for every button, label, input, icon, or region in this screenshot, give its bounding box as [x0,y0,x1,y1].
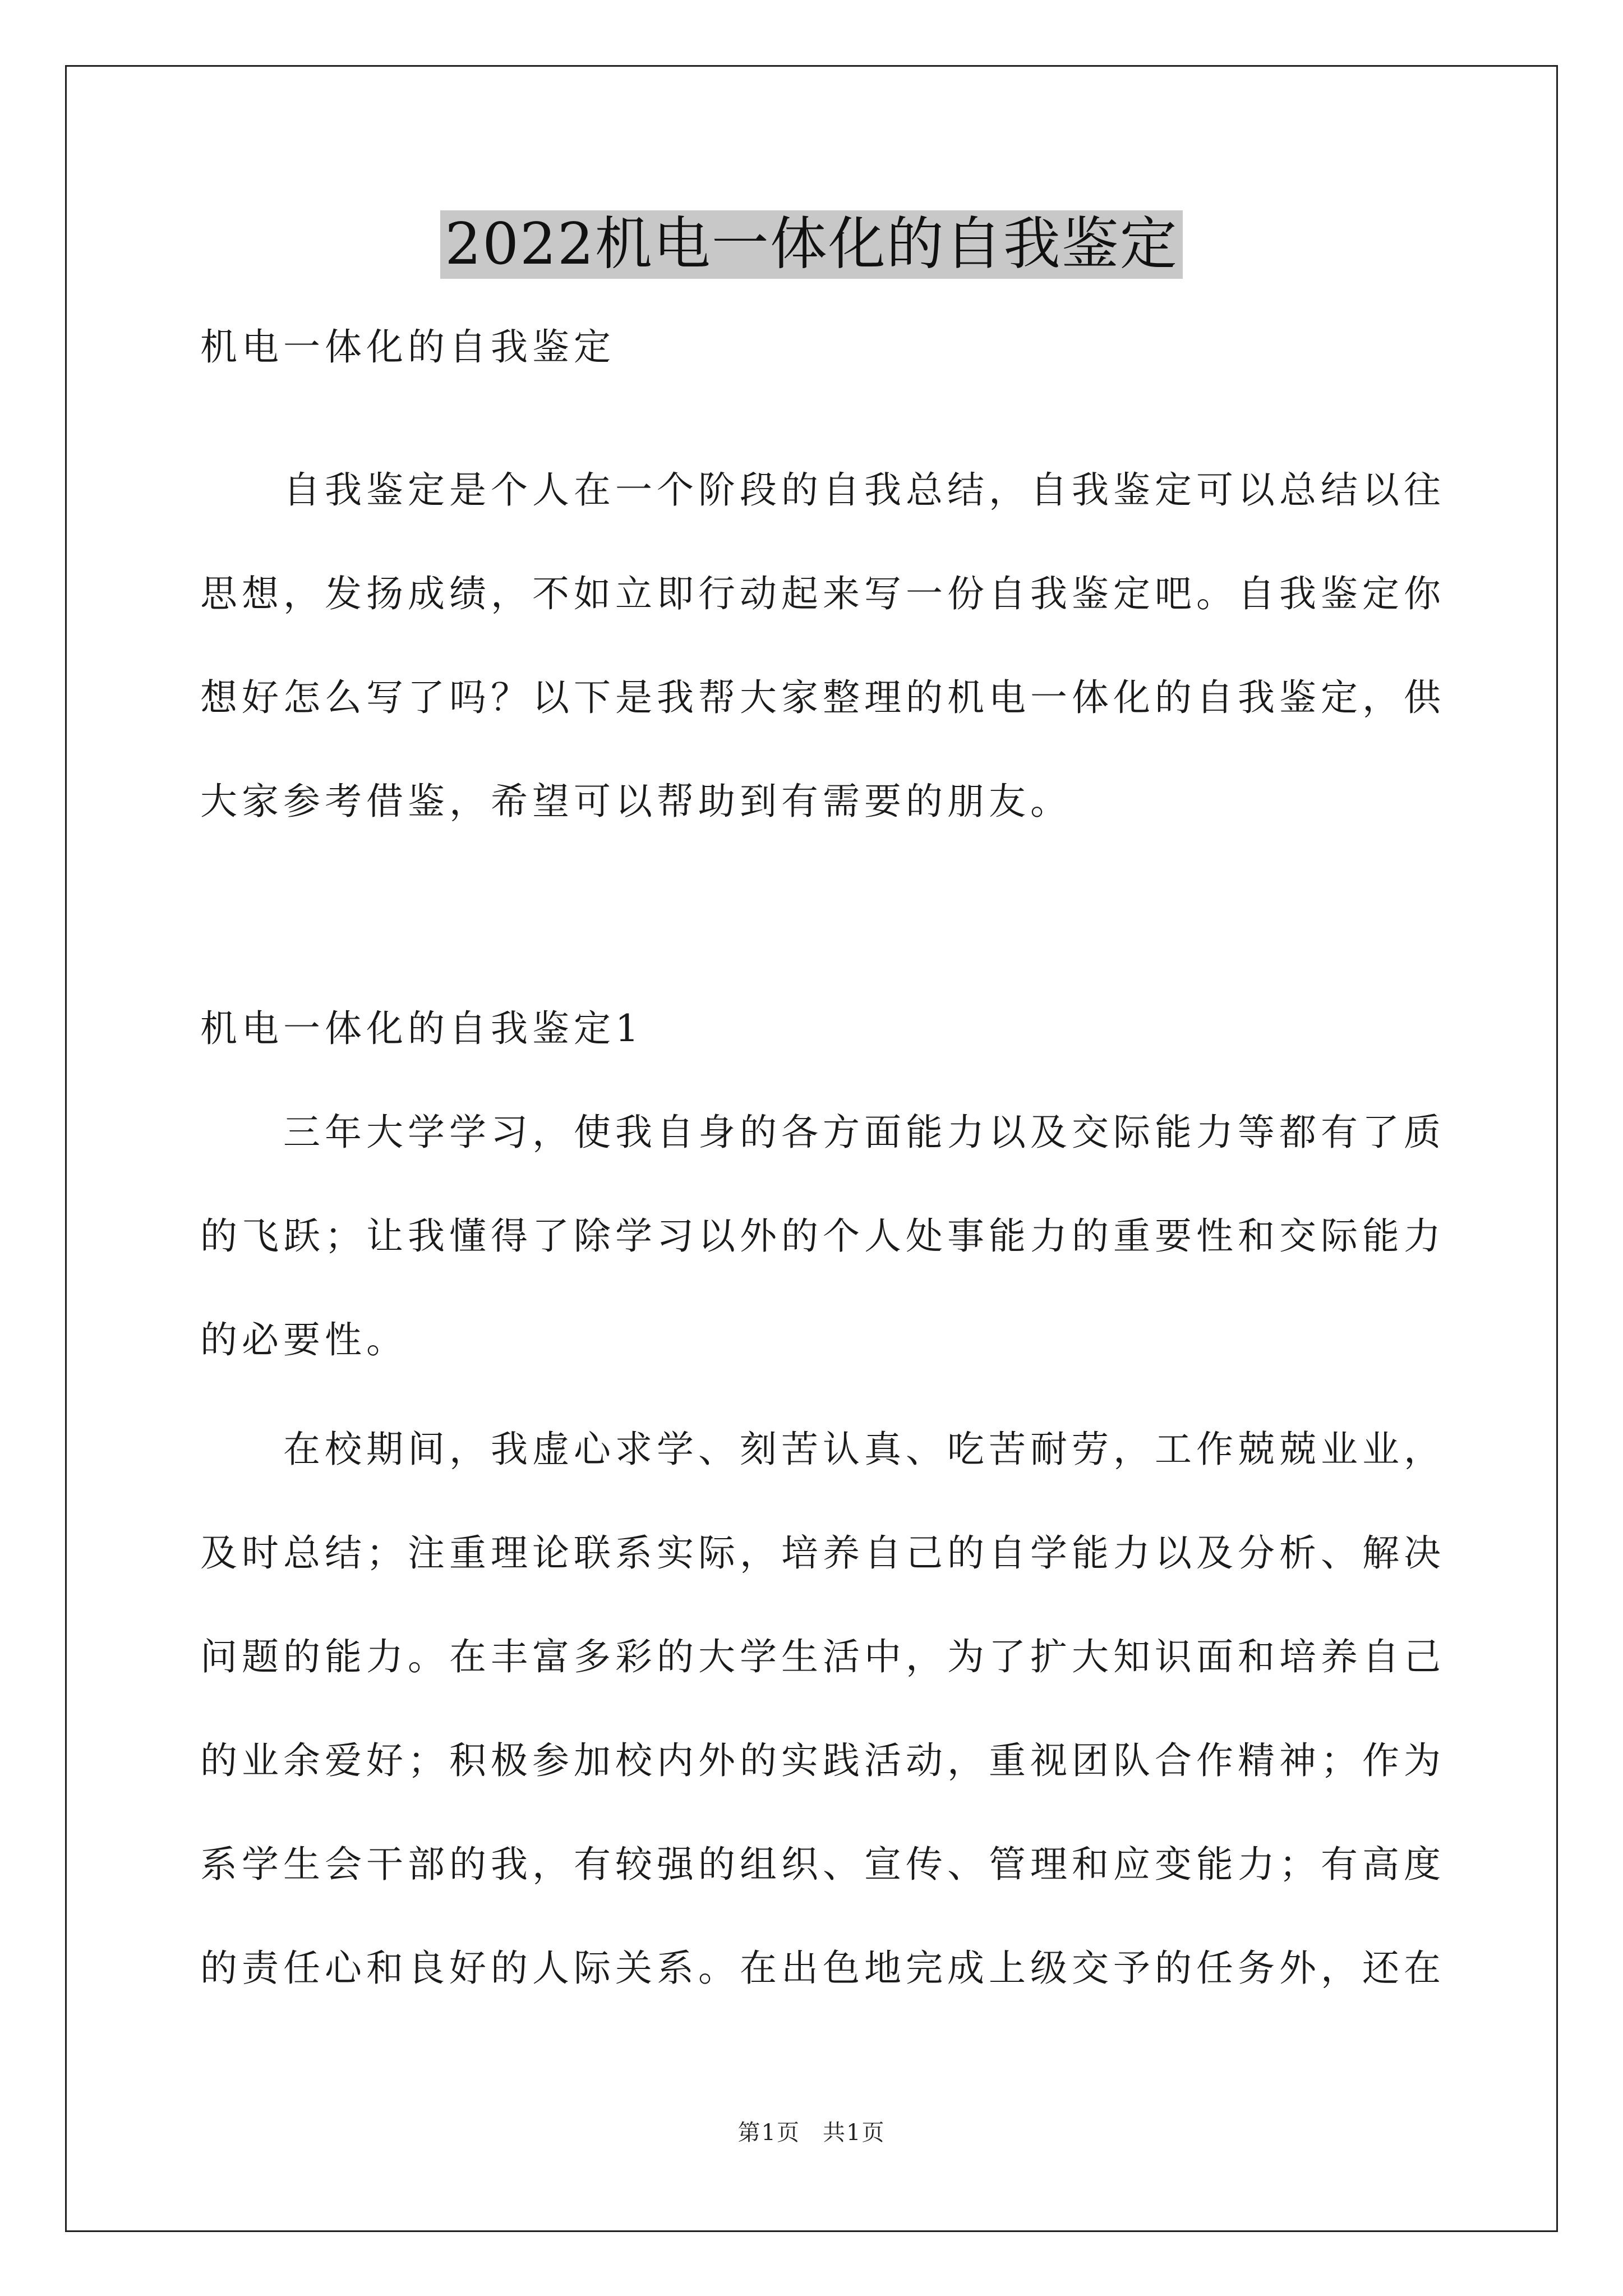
paragraph-line: 大家参考借鉴，希望可以帮助到有需要的朋友。 [200,780,1072,823]
page-number: 第1页 [737,2120,800,2146]
paragraph-line: 自我鉴定是个人在一个阶段的自我总结，自我鉴定可以总结以往 [200,468,1445,512]
section-heading: 机电一体化的自我鉴定 [200,325,615,369]
title-container [0,210,1623,279]
document-title: 2022机电一体化的自我鉴定 [440,210,1183,279]
paragraph-line: 的飞跃；让我懂得了除学习以外的个人处事能力的重要性和交际能力 [200,1214,1445,1258]
paragraph-line: 三年大学学习，使我自身的各方面能力以及交际能力等都有了质 [200,1111,1445,1154]
paragraph-line: 的业余爱好；积极参加校内外的实践活动，重视团队合作精神；作为 [200,1739,1445,1782]
paragraph-line: 及时总结；注重理论联系实际，培养自己的自学能力以及分析、解决 [200,1531,1445,1575]
paragraph-line: 问题的能力。在丰富多彩的大学生活中，为了扩大知识面和培养自己 [200,1635,1445,1678]
page-total: 共1页 [823,2120,886,2146]
page-footer [0,2115,1623,2147]
paragraph-line: 系学生会干部的我，有较强的组织、宣传、管理和应变能力；有高度 [200,1843,1445,1886]
paragraph-line: 想好怎么写了吗？以下是我帮大家整理的机电一体化的自我鉴定，供 [200,676,1445,719]
paragraph-line: 的必要性。 [200,1318,408,1361]
paragraph-line: 在校期间，我虚心求学、刻苦认真、吃苦耐劳，工作兢兢业业， [200,1428,1445,1471]
paragraph-line: 思想，发扬成绩，不如立即行动起来写一份自我鉴定吧。自我鉴定你 [200,572,1445,615]
section-heading: 机电一体化的自我鉴定1 [200,1007,643,1050]
paragraph-line: 的责任心和良好的人际关系。在出色地完成上级交予的任务外，还在 [200,1947,1445,1990]
